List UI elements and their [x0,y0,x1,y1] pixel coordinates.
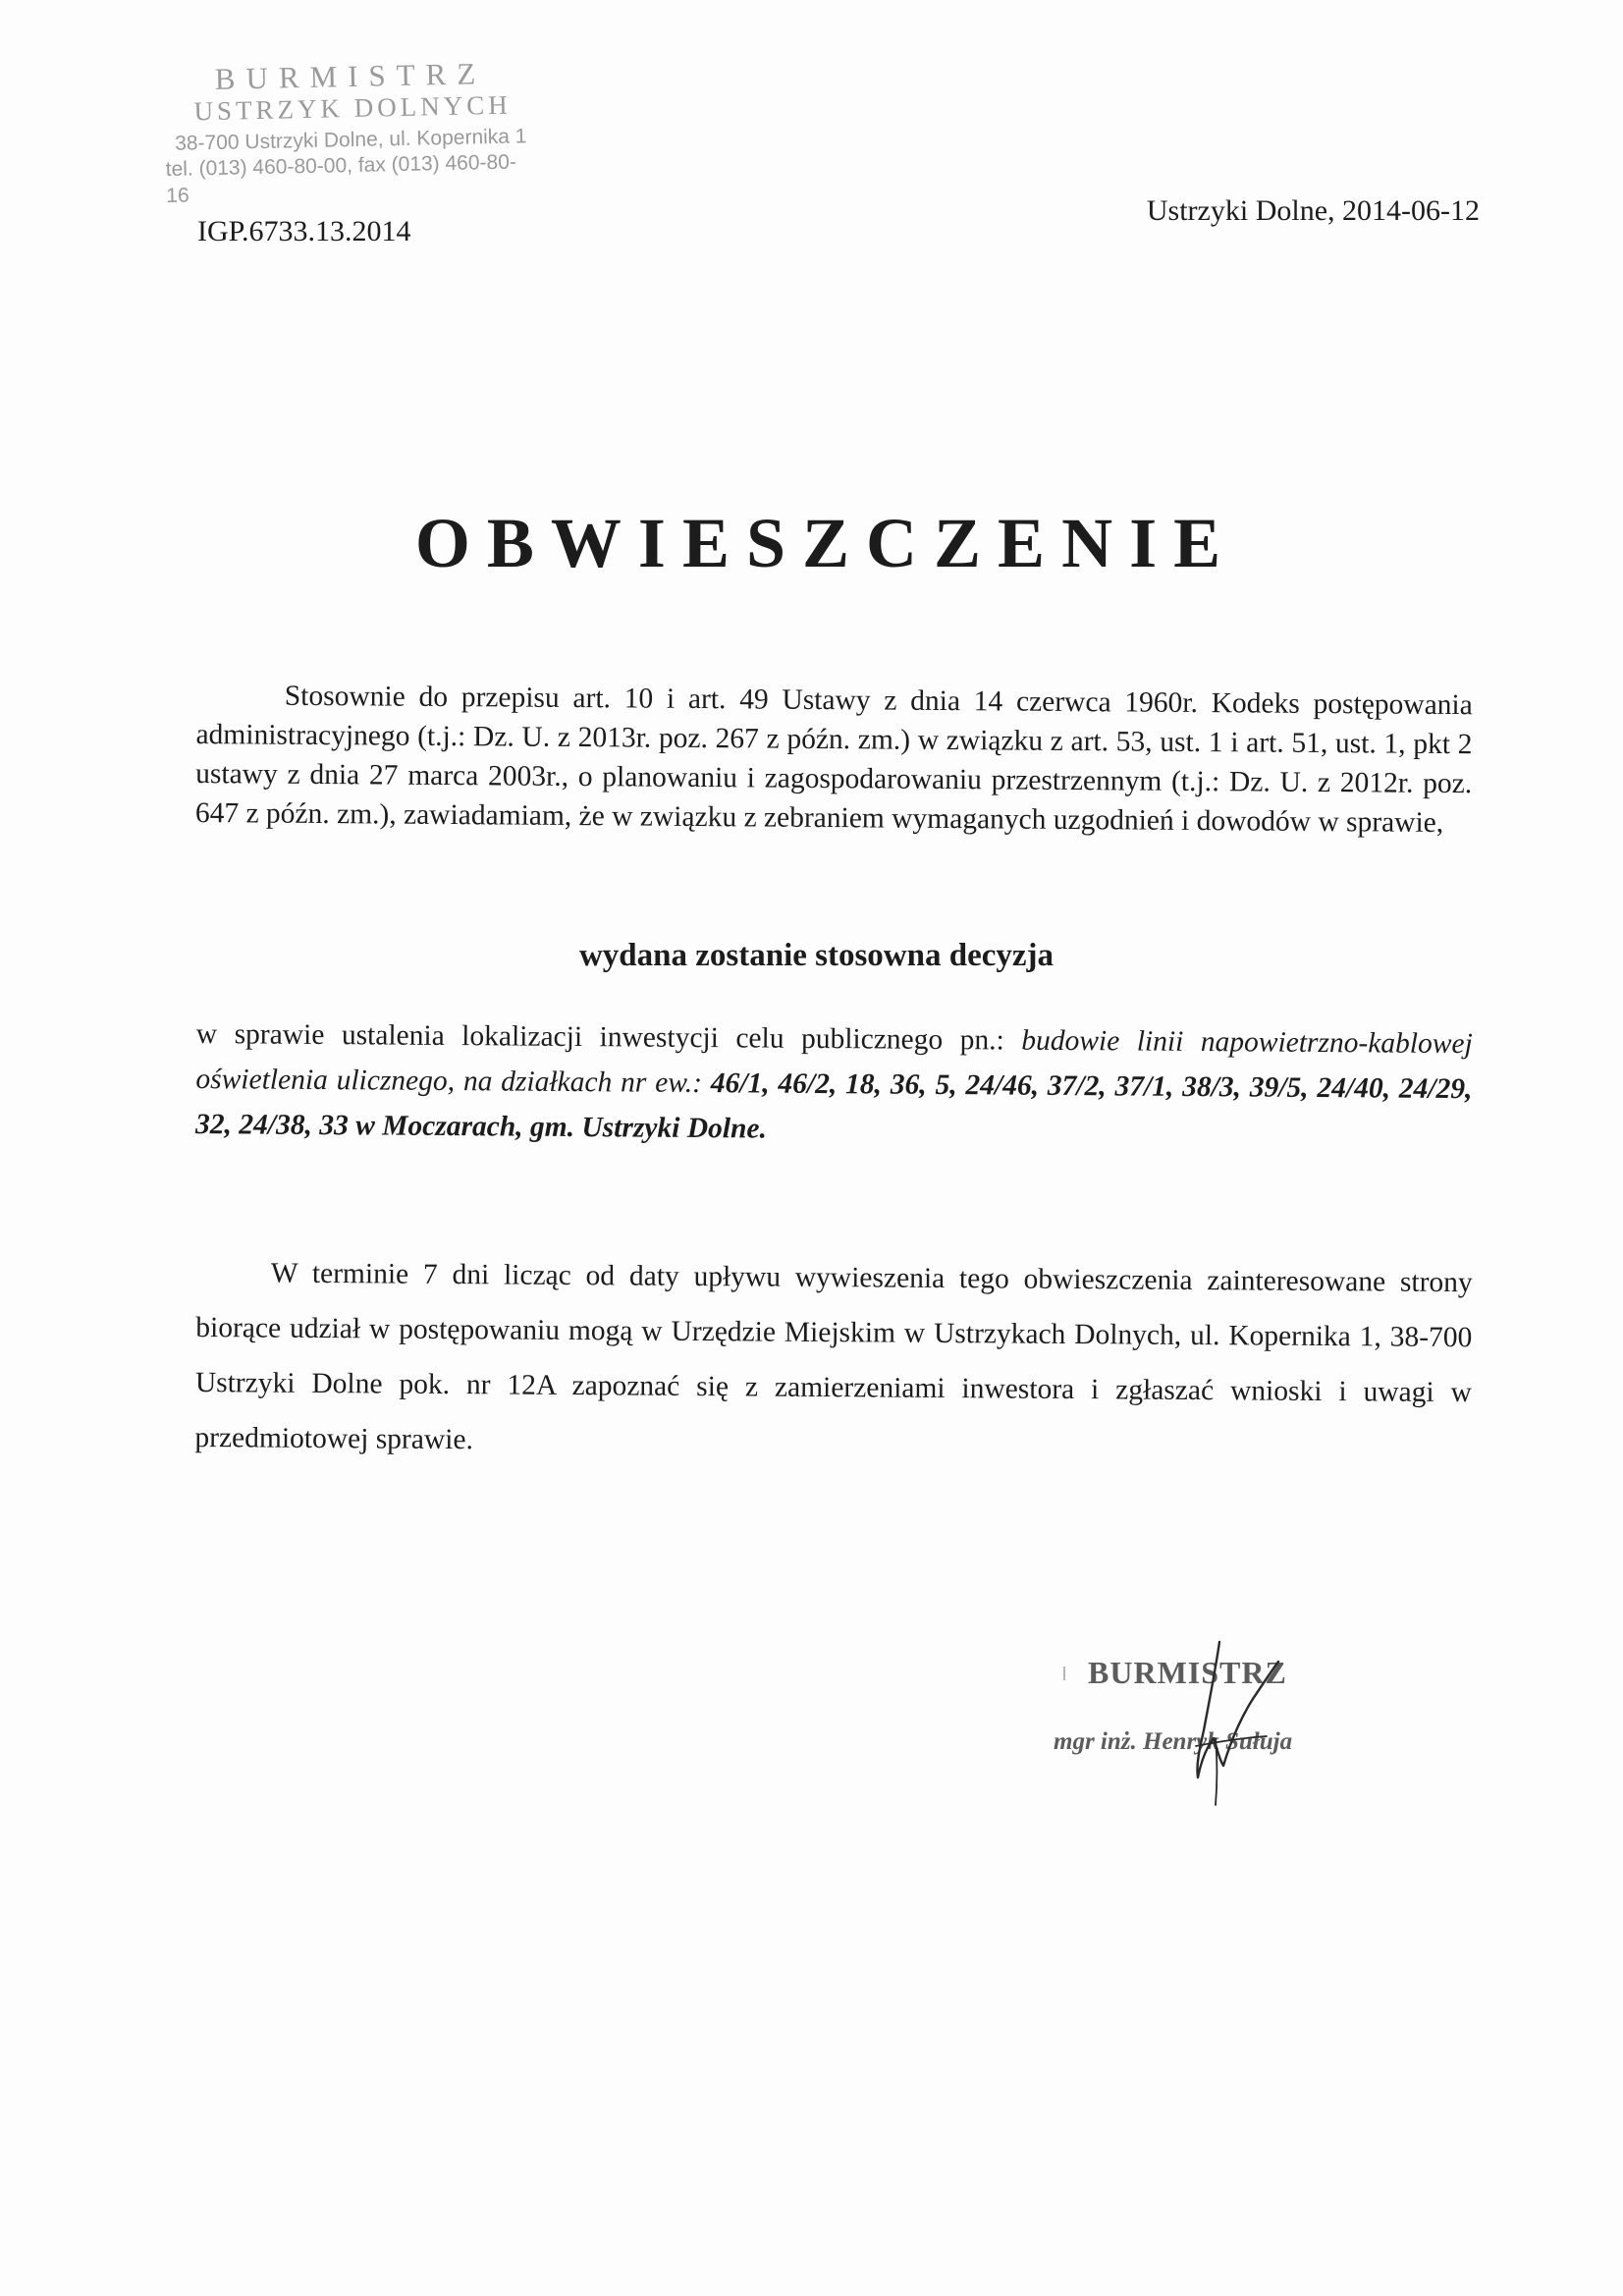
stamp-title: BURMISTRZ [214,56,487,96]
notice-paragraph-deadline [194,1245,1473,1475]
investment-intro: w sprawie ustalenia lokalizacji inwestycji celu publicznego pn.: [195,1017,1004,1057]
signature-name: mgr inż. Henryk Sułuja [1054,1728,1293,1755]
decision-statement: wydana zostanie stosowna decyzja [578,938,1055,973]
case-reference: IGP.6733.13.2014 [197,215,411,247]
legal-basis-text: Stosownie do przepisu art. 10 i art. 49 Ustawy z dnia 14 czerwca 1960r. Kodeks postępowania administracyjnego (t.j.: Dz. U. z 2013r. poz. 267 z późn. zm.) w związku z art. 53, ust. 1 i art. 51, ust. 1, pkt 2 ustawy z dnia 27 marca 2003r., o planowaniu i zagospodarowaniu przestrzennym (t.j.: Dz. U. z 2012r. poz. 647 z późn. zm.), zawiadamiam, że w związku z zebraniem wymaganych uzgodnień i dowodów w sprawie, [194,680,1473,839]
investment-description: budowie linii napowietrzno-kablowej oświetlenia ulicznego, na działkach nr ew.: [195,1024,1473,1100]
parcel-list: 46/1, 46/2, 18, 36, 5, 24/46, 37/2, 37/1, 38/3, 39/5, 24/40, 24/29, 32, 24/38, 33 w Moczarach, gm. Ustrzyki Dolne. [194,1067,1473,1145]
stamp-phones: tel. (013) 460-80-00, fax (013) 460-80-16 [165,150,517,207]
notice-paragraph-legal-basis [195,676,1473,843]
stamp-subtitle: USTRZYK DOLNYCH [193,89,512,127]
signature-block [1041,1640,1365,1797]
signature-title: BURMISTRZ [1088,1655,1287,1690]
document-title: OBWIESZCZENIE [414,504,1238,582]
deadline-text: W terminie 7 dni licząc od daty upływu wywieszenia tego obwieszczenia zainteresowane strony biorące udział w postępowaniu mogą w Urzędzie Miejskim w Ustrzykach Dolnych, ul. Kopernika 1, 38-700 Ustrzyki Dolne pok. nr 12A zapoznać się z zamierzeniami inwestora i zgłaszać wnioski i uwagi w przedmiotowej sprawie. [194,1257,1473,1456]
place-and-date: Ustrzyki Dolne, 2014-06-12 [1146,194,1480,227]
office-letterhead-stamp [164,57,540,209]
stamp-address: 38-700 Ustrzyki Dolne, ul. Kopernika 1 [174,125,527,155]
notice-paragraph-investment [195,1011,1473,1157]
handwritten-signature [1159,1640,1296,1807]
